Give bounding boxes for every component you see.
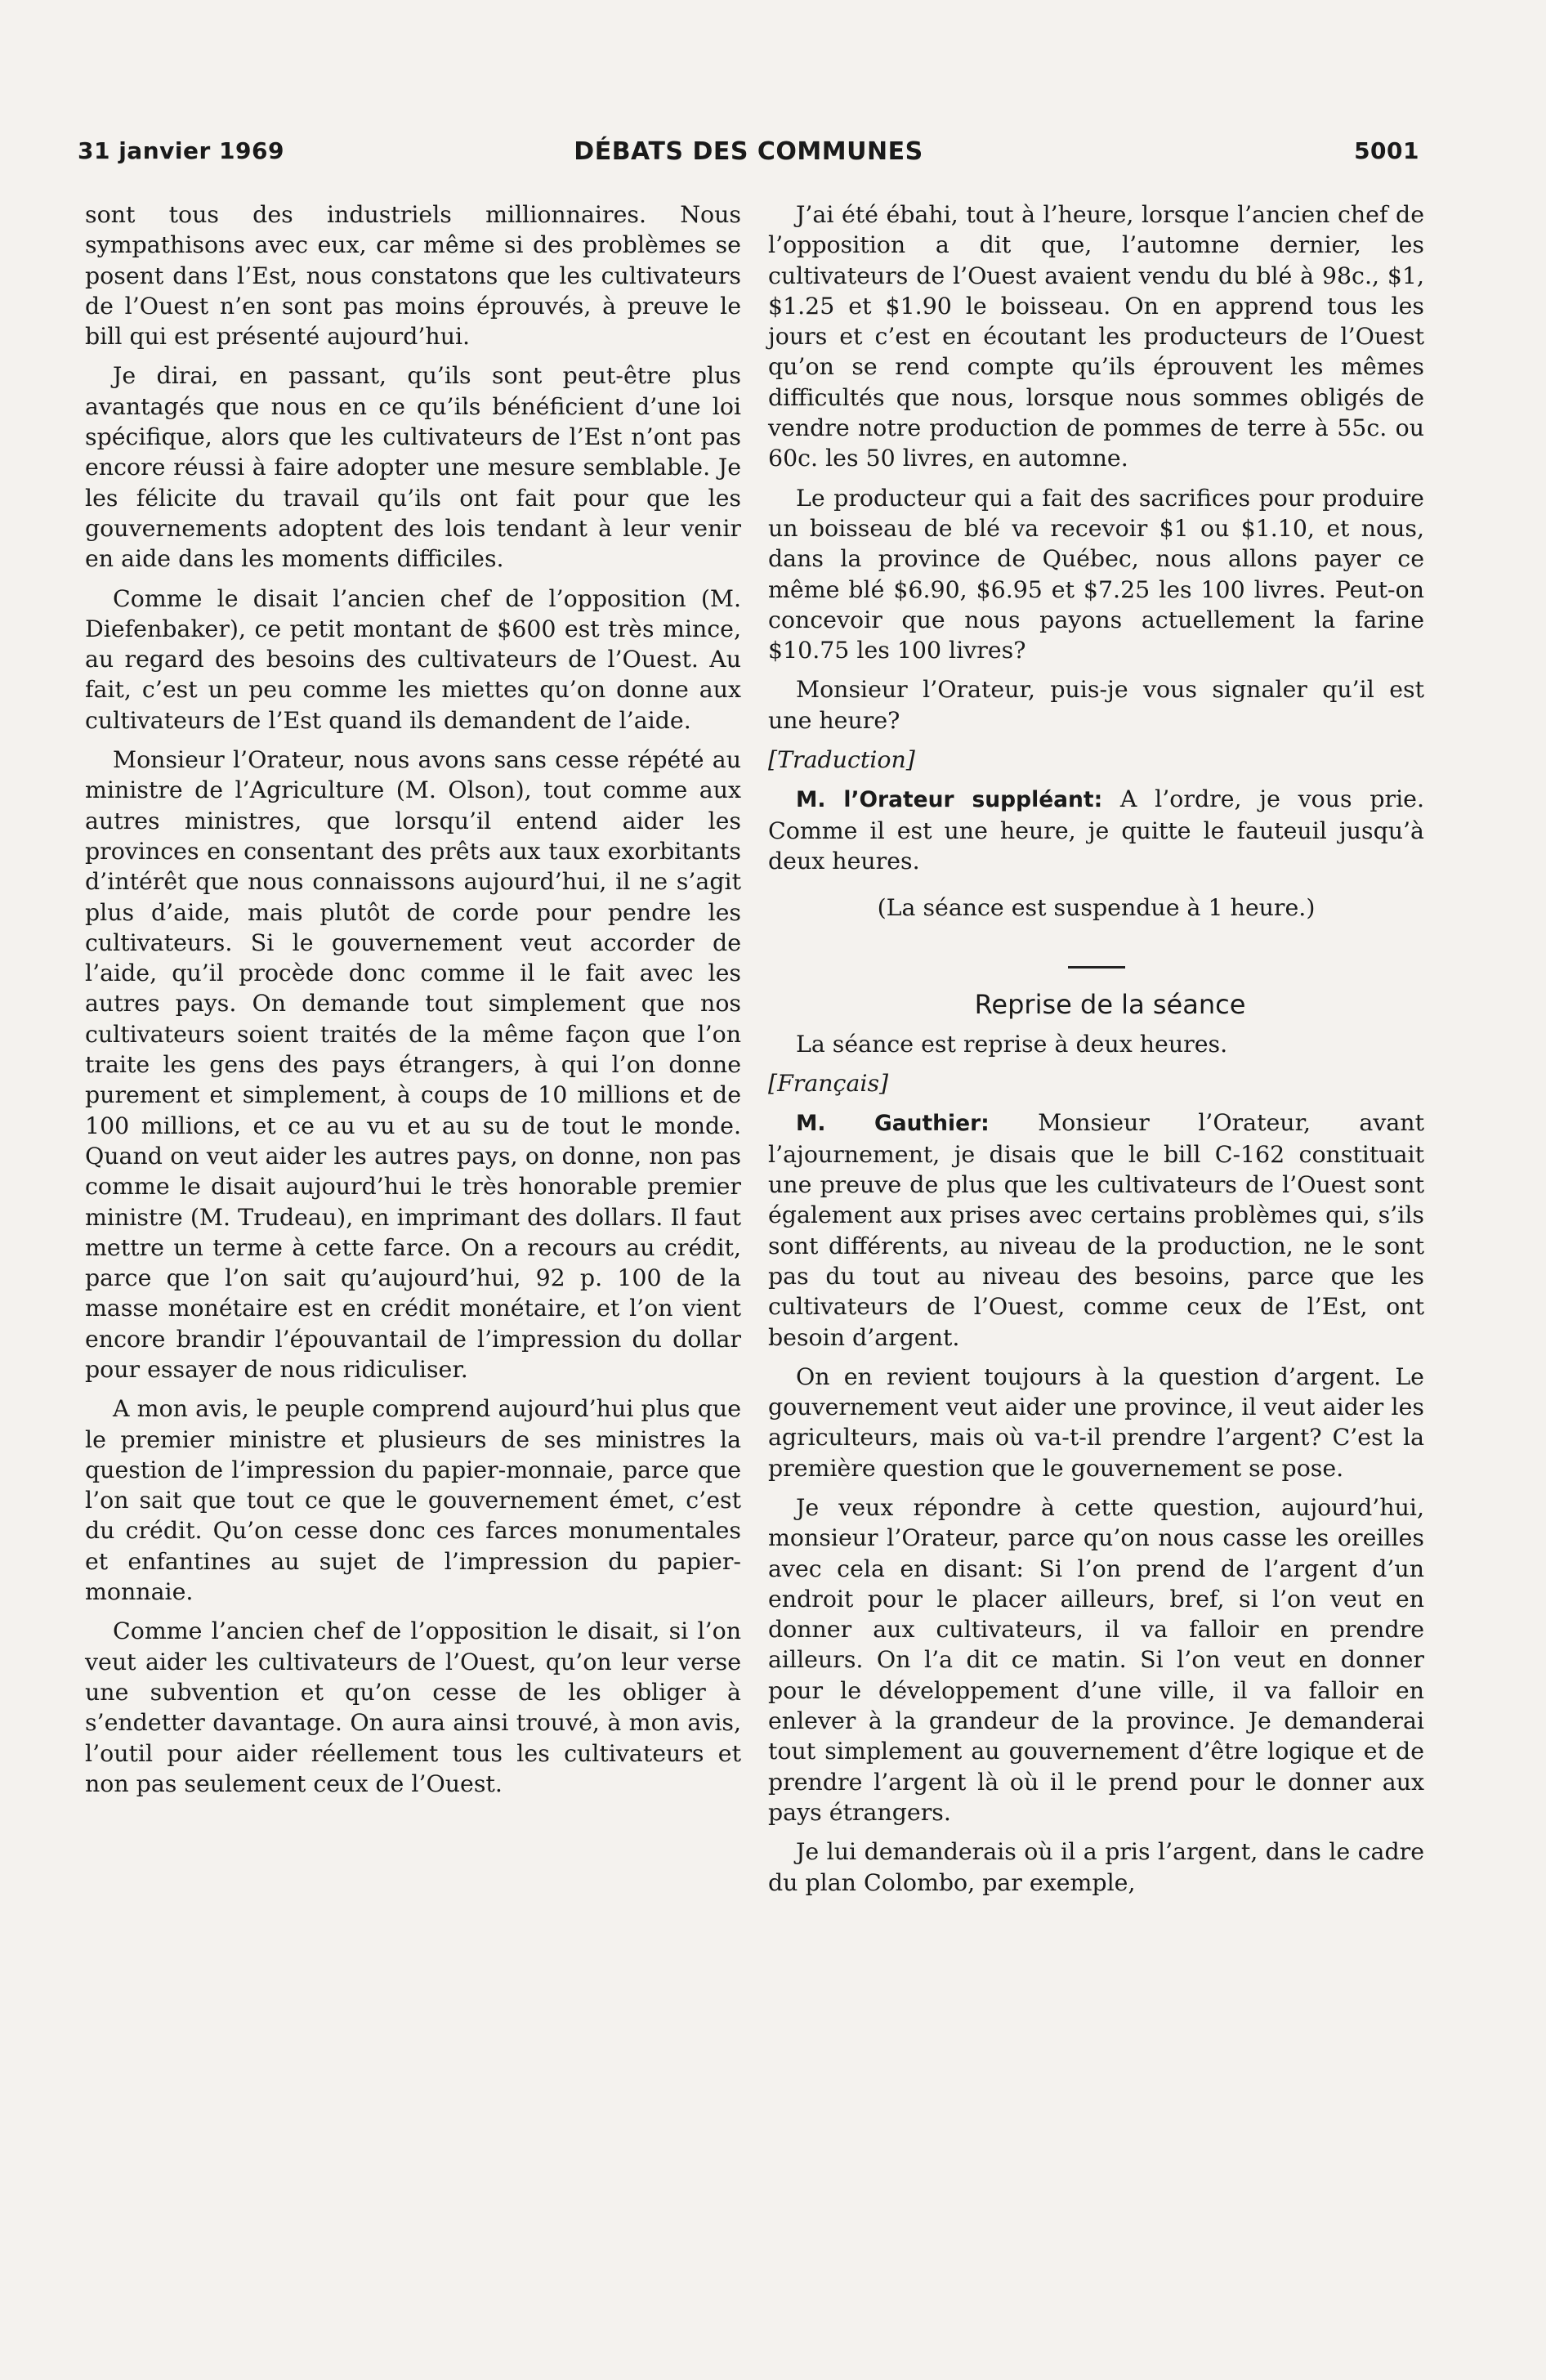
paragraph: On en revient toujours à la question d’argent. Le gouvernement veut aider une province, il veut aider les agriculteurs, mais où va-t-il prendre l’argent? C’est la première question que le gouvernement se pose. [768,1362,1424,1482]
paragraph: Je dirai, en passant, qu’ils sont peut-être plus avantagés que nous en ce qu’ils bénéficient d’une loi spécifique, alors que les cultivateurs de l’Est n’ont pas encore réussi à faire adopter une mesure semblable. Je les félicite du travail qu’ils ont fait pour que les gouvernements adoptent des lois tendant à leur venir en aide dans les moments difficiles. [85,362,741,573]
paragraph: Comme l’ancien chef de l’opposition le disait, si l’on veut aider les cultivateurs de l’Ouest, qu’on leur verse une subvention et qu’on cesse de les obliger à s’endetter davantage. On aura ainsi trouvé, à mon avis, l’outil pour aider réellement tous les cultivateurs et non pas seulement ceux de l’Ouest. [85,1617,741,1797]
paragraph: La séance est reprise à deux heures. [796,1030,1228,1058]
section-divider [1068,966,1125,969]
page-number: 5001 [1354,137,1419,164]
paragraph: Monsieur l’Orateur, puis-je vous signaler qu’il est une heure? [768,676,1424,734]
paragraph: Je veux répondre à cette question, aujourd’hui, monsieur l’Orateur, parce qu’on nous casse les oreilles avec cela en disant: Si l’on prend de l’argent d’un endroit pour le placer ailleurs, bref, si l’on veut en donner aux cultivateurs, il va falloir en prendre ailleurs. On l’a dit ce matin. Si l’on veut en donner pour le développement d’une ville, il va falloir en enlever à la grandeur de la province. Je demanderai tout simplement au gouvernement d’être logique et de prendre l’argent là où il le prend pour le donner aux pays étrangers. [768,1493,1424,1826]
right-column [768,199,1424,1907]
language-tag: [Français] [768,1070,889,1098]
speech-paragraph [768,784,1424,876]
paragraph: Monsieur l’Orateur, nous avons sans cesse répété au ministre de l’Agriculture (M. Olson), tout comme aux autres ministres, que lorsqu’il entend aider les provinces en consentant des prêts aux taux exorbitants d’intérêt que nous connaissons aujourd’hui, il ne s’agit plus d’aide, mais plutôt de corde pour pendre les cultivateurs. Si le gouvernement veut accorder de l’aide, qu’il procède donc comme il le fait avec les autres pays. On demande tout simplement que nos cultivateurs soient traités de la même façon que l’on traite les gens des pays étrangers, à qui l’on donne purement et simplement, à coups de 10 millions et de 100 millions, et ce au vu et au su de tout le monde. Quand on veut aider les autres pays, on donne, non pas comme le disait aujourd’hui le très honorable premier ministre (M. Trudeau), en imprimant des dollars. Il faut mettre un terme à cette farce. On a recours au crédit, parce que l’on sait qu’aujourd’hui, 92 p. 100 de la masse monétaire est en crédit monétaire, et l’on vient encore brandir l’épouvantail de l’impression du dollar pour essayer de nous ridiculiser. [85,746,741,1383]
speaker-name: M. Gauthier: [796,1111,990,1137]
speech-text: Monsieur l’Orateur, avant l’ajournement, je disais que le bill C-162 constituait une preuve de plus que les cultivateurs de l’Ouest sont également aux prises avec certains problèmes qui, s’ils sont différents, au niveau de la production, ne le sont pas du tout au niveau des besoins, parce que les cultivateurs de l’Ouest, comme ceux de l’Est, ont besoin d’argent. [768,1109,1424,1351]
header-date: 31 janvier 1969 [78,137,284,164]
speech-paragraph [768,1107,1424,1352]
section-title: Reprise de la séance [974,988,1246,1020]
paragraph: J’ai été ébahi, tout à l’heure, lorsque l’ancien chef de l’opposition a dit que, l’automne dernier, les cultivateurs de l’Ouest avaient vendu du blé à 98c., $1, $1.25 et $1.90 le boisseau. On en apprend tous les jours et c’est en écoutant les producteurs de l’Ouest qu’on se rend compte qu’ils éprouvent les mêmes difficultés que nous, lorsque nous sommes obligés de vendre notre production de pommes de terre à 55c. ou 60c. les 50 livres, en automne. [768,201,1424,472]
paragraph: Comme le disait l’ancien chef de l’opposition (M. Diefenbaker), ce petit montant de $600 est très mince, au regard des besoins des cultivateurs de l’Ouest. Au fait, c’est un peu comme les miettes qu’on donne aux cultivateurs de l’Est quand ils demandent de l’aide. [85,584,741,734]
language-tag: [Traduction] [768,746,915,774]
speaker-name: M. l’Orateur suppléant: [796,787,1103,813]
paragraph: Je lui demanderais où il a pris l’argent, dans le cadre du plan Colombo, par exemple, [768,1838,1424,1896]
suspension-note: (La séance est suspendue à 1 heure.) [877,894,1316,922]
speech-text: A l’ordre, je vous prie. Comme il est une heure, je quitte le fauteuil jusqu’à deux heures. [768,785,1424,875]
left-column [85,199,741,1808]
paragraph: sont tous des industriels millionnaires. Nous sympathisons avec eux, car même si des problèmes se posent dans l’Est, nous constatons que les cultivateurs de l’Ouest n’en sont pas moins éprouvés, à preuve le bill qui est présenté aujourd’hui. [85,201,741,351]
header-title: DÉBATS DES COMMUNES [574,137,923,166]
page-header [78,137,1419,170]
paragraph: A mon avis, le peuple comprend aujourd’hui plus que le premier ministre et plusieurs de ses ministres la question de l’impression du papier-monnaie, parce que l’on sait que tout ce que le gouvernement émet, c’est du crédit. Qu’on cesse donc ces farces monumentales et enfantines au sujet de l’impression du papier-monnaie. [85,1395,741,1606]
paragraph: Le producteur qui a fait des sacrifices pour produire un boisseau de blé va recevoir $1 ou $1.10, et nous, dans la province de Québec, nous allons payer ce même blé $6.90, $6.95 et $7.25 les 100 livres. Peut-on concevoir que nous payons actuellement la farine $10.75 les 100 livres? [768,484,1424,664]
